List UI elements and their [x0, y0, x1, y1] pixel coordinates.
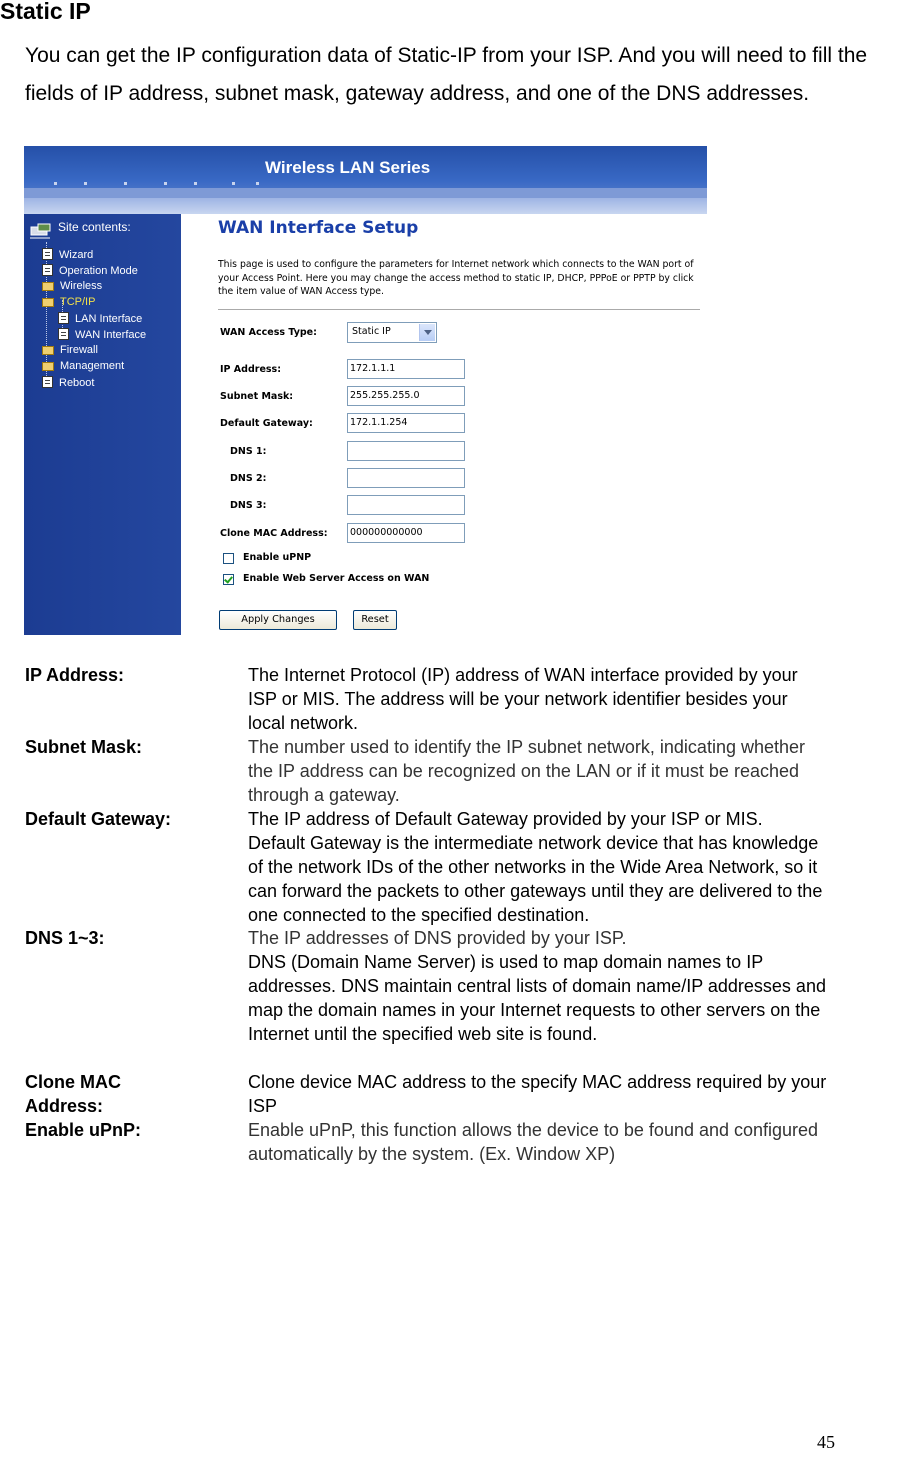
folder-icon	[42, 362, 54, 371]
banner-stripe-lower	[24, 198, 707, 214]
intro-paragraph: You can get the IP configuration data of Static-IP from your ISP. And you will need to fill the fields of IP address, subnet mask, gateway address, and one of the DNS addresses.	[25, 44, 868, 105]
definition-default-gateway: The IP address of Default Gateway provided by your ISP or MIS. Default Gateway is the intermediate network device that has knowledge of the network IDs of the other networks in the Wide Area Network, so it can forward the packets to other gateways until they are delivered to the one connected to the specified destination.	[248, 809, 823, 925]
clone-mac-label: Clone MAC Address:	[220, 528, 328, 539]
dns3-label: DNS 3:	[230, 500, 267, 511]
ip-address-input[interactable]: 172.1.1.1	[347, 359, 465, 379]
folder-icon	[42, 282, 54, 291]
sidebar-item-wireless[interactable]: Wireless	[42, 280, 102, 292]
dns2-label: DNS 2:	[230, 473, 267, 484]
sidebar-item-tcpip[interactable]: TCP/IP	[42, 296, 95, 308]
sidebar	[24, 214, 181, 635]
wan-access-type-label: WAN Access Type:	[220, 327, 317, 338]
definition-clone-mac: Clone device MAC address to the specify MAC address required by your ISP	[248, 1072, 827, 1116]
enable-webserver-label: Enable Web Server Access on WAN	[243, 573, 430, 584]
apply-changes-button[interactable]: Apply Changes	[219, 610, 337, 630]
term-subnet-mask: Subnet Mask:	[25, 737, 143, 757]
definition-dns: The IP addresses of DNS provided by your ISP. DNS (Domain Name Server) is used to map domain names to IP addresses. DNS maintain central lists of domain name/IP addresses and map the domain names in your Internet requests to other servers on the Internet until the specified web site is found.	[248, 928, 826, 1044]
default-gateway-label: Default Gateway:	[220, 418, 313, 429]
page-icon	[58, 328, 69, 340]
folder-open-icon	[42, 298, 54, 307]
network-icon	[28, 222, 54, 240]
page-number: 45	[817, 1432, 835, 1452]
sidebar-item-operation-mode[interactable]: Operation Mode	[42, 264, 138, 277]
enable-upnp-checkbox[interactable]	[223, 553, 234, 564]
dns2-input[interactable]	[347, 468, 465, 488]
term-enable-upnp: Enable uPnP:	[25, 1120, 142, 1140]
sidebar-item-wan-interface[interactable]: WAN Interface	[58, 328, 146, 341]
dns3-input[interactable]	[347, 495, 465, 515]
sidebar-item-lan-interface[interactable]: LAN Interface	[58, 312, 142, 325]
dns1-label: DNS 1:	[230, 446, 267, 457]
clone-mac-input[interactable]: 000000000000	[347, 523, 465, 543]
term-clone-mac: Clone MAC Address:	[25, 1072, 121, 1116]
folder-icon	[42, 346, 54, 355]
page-icon	[42, 264, 53, 276]
page-icon	[42, 376, 53, 388]
banner-title: Wireless LAN Series	[265, 158, 431, 177]
subnet-mask-input[interactable]: 255.255.255.0	[347, 386, 465, 406]
divider	[218, 309, 700, 310]
sidebar-item-management[interactable]: Management	[42, 360, 124, 372]
definition-ip-address: The Internet Protocol (IP) address of WAN interface provided by your ISP or MIS. The address will be your network identifier besides your local network.	[248, 665, 798, 733]
enable-webserver-checkbox[interactable]	[223, 574, 234, 585]
chevron-down-icon[interactable]	[419, 324, 435, 341]
sidebar-item-firewall[interactable]: Firewall	[42, 344, 98, 356]
enable-upnp-label: Enable uPNP	[243, 552, 312, 563]
definition-enable-upnp: Enable uPnP, this function allows the device to be found and configured automatically by the system. (Ex. Window XP)	[248, 1120, 819, 1164]
banner-dots	[44, 182, 264, 186]
page-icon	[42, 248, 53, 260]
page-description: This page is used to configure the parameters for Internet network which connects to the WAN port of your Access Point. Here you may change the access method to static IP, DHCP, PPPoE or PPTP by click the item value of WAN Access type.	[218, 259, 694, 297]
term-dns: DNS 1~3:	[25, 928, 105, 948]
subnet-mask-label: Subnet Mask:	[220, 391, 294, 402]
term-ip-address: IP Address:	[25, 665, 125, 685]
definition-subnet-mask: The number used to identify the IP subnet network, indicating whether the IP address can be recognized on the LAN or if it must be reached through a gateway.	[248, 737, 805, 805]
reset-button[interactable]: Reset	[353, 610, 397, 630]
ip-address-label: IP Address:	[220, 364, 281, 375]
banner	[24, 146, 707, 214]
content-panel	[181, 214, 707, 635]
sidebar-item-wizard[interactable]: Wizard	[42, 248, 93, 261]
section-heading: Static IP	[0, 0, 91, 24]
router-ui-screenshot	[24, 146, 707, 635]
wan-access-type-select[interactable]: Static IP	[347, 322, 437, 343]
page-title: WAN Interface Setup	[218, 218, 419, 238]
page-icon	[58, 312, 69, 324]
sidebar-title: Site contents:	[58, 220, 131, 234]
sidebar-item-reboot[interactable]: Reboot	[42, 376, 94, 389]
dns1-input[interactable]	[347, 441, 465, 461]
term-default-gateway: Default Gateway:	[25, 809, 172, 829]
default-gateway-input[interactable]: 172.1.1.254	[347, 413, 465, 433]
banner-stripe	[24, 188, 707, 198]
